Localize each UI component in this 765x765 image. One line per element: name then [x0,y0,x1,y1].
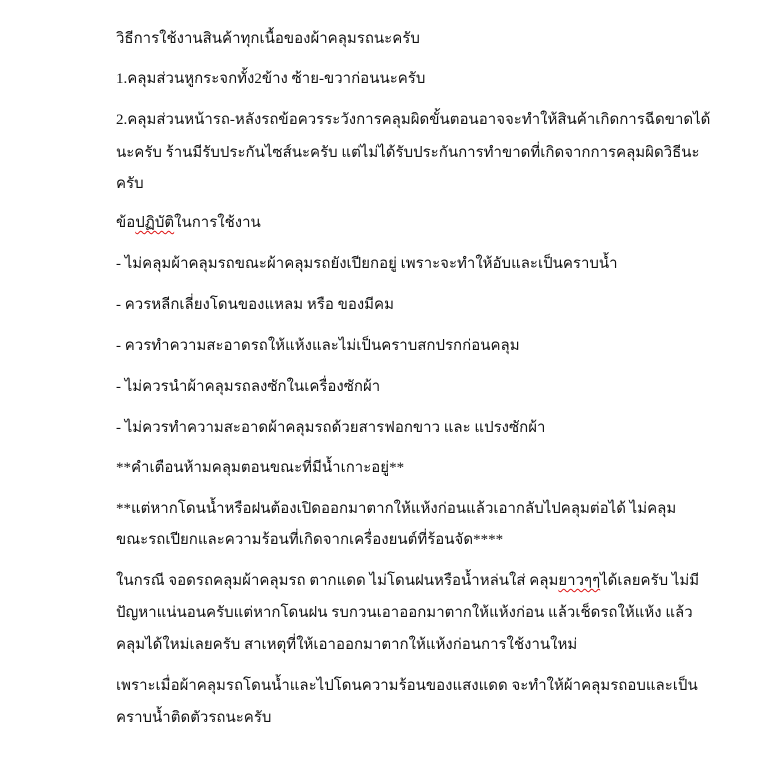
step-1: 1.คลุมส่วนหูกระจกทั้ง2ข้าง ซ้าย-ขวาก่อนนะครับ [116,71,426,87]
rule-item: - ไม่คลุมผ้าคลุมรถขณะผ้าคลุมรถยังเปียกอยู่ เพราะจะทำให้อับและเป็นคราบน้ำ [116,256,618,272]
section-heading [116,213,261,233]
rule-item: - ควรทำความสะอาดรถให้แห้งและไม่เป็นคราบสกปรกก่อนคลุม [116,338,520,354]
spellcheck-flagged-word: ยาวๆๆ [558,573,601,589]
step-2-line-2: นะครับ ร้านมีรับประกันไซส์นะครับ แต่ไม่ได้รับประกันการทำขาดที่เกิดจากการคลุมผิดวิธีนะ [116,145,700,161]
warning-text: **คำเตือนห้ามคลุมตอนขณะที่มีน้ำเกาะอยู่** [116,460,405,476]
rule-item: - ไม่ควรนำผ้าคลุมรถลงซักในเครื่องซักผ้า [116,379,381,395]
step-2-line-1: 2.คลุมส่วนหน้ารถ-หลังรถข้อควรระวังการคลุมผิดขั้นตอนอาจจะทำให้สินค้าเกิดการฉีดขาดได้ [116,112,711,128]
reason-line-2: คราบน้ำติดตัวรถนะครับ [116,710,272,726]
sun-line-1-start: ในกรณี จอดรถคลุมผ้าคลุมรถ ตากแดด ไม่โดนฝนหรือน้ำหล่นใส่ คลุม [116,573,559,589]
section-heading-prefix: ข้อ [116,215,136,231]
sun-paragraph-line-3: คลุมได้ใหม่เลยครับ สาเหตุที่ให้เอาออกมาตากให้แห้งก่อนการใช้งานใหม่ [116,637,578,653]
spellcheck-flagged-word: ปฏิบัติ [135,215,175,231]
sun-paragraph-line-1 [116,571,699,591]
note-line-2: ขณะรถเปียกและความร้อนที่เกิดจากเครื่องยนต์ที่ร้อนจัด**** [116,532,504,548]
reason-line-1: เพราะเมื่อผ้าคลุมรถโดนน้ำและไปโดนความร้อนของแสงแดด จะทำให้ผ้าคลุมรถอบและเป็น [116,678,698,694]
document-title: วิธีการใช้งานสินค้าทุกเนื้อของผ้าคลุมรถนะครับ [116,31,420,47]
rule-item: - ไม่ควรทำความสะอาดผ้าคลุมรถด้วยสารฟอกขาว และ แปรงซักผ้า [116,420,546,436]
section-heading-suffix: ในการใช้งาน [174,215,261,231]
sun-paragraph-line-2: ปัญหาแน่นอนครับแต่หากโดนฝน รบกวนเอาออกมาตากให้แห้งก่อน แล้วเช็ดรถให้แห้ง แล้ว [116,605,693,621]
step-2-line-3: ครับ [116,176,144,192]
sun-line-1-end: ได้เลยครับ ไม่มี [600,573,700,589]
note-line-1: **แต่หากโดนน้ำหรือฝนต้องเปิดออกมาตากให้แห้งก่อนแล้วเอากลับไปคลุมต่อได้ ไม่คลุม [116,501,677,517]
rule-item: - ควรหลีกเลี่ยงโดนของแหลม หรือ ของมีคม [116,297,394,313]
